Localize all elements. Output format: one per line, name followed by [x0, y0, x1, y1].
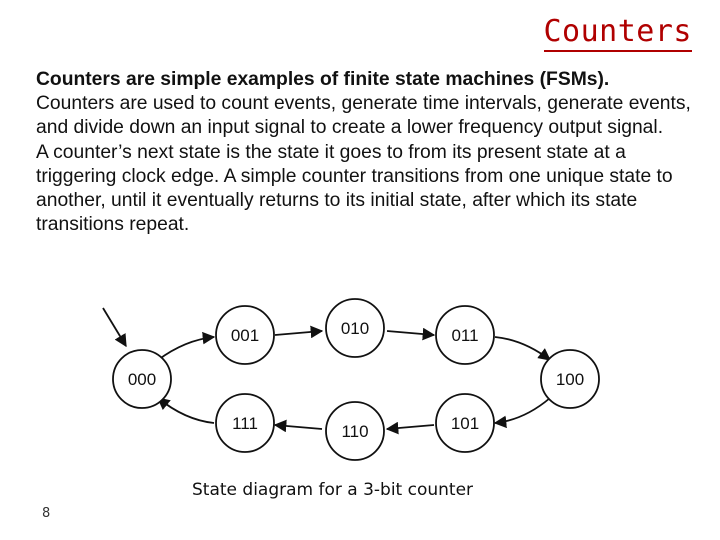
svg-text:111: 111	[232, 414, 258, 433]
transition-010-011	[387, 331, 434, 335]
state-101	[436, 394, 494, 452]
paragraph-uses: Counters are used to count events, generate time intervals, generate events, and divide down an input signal to create a lower frequency output signal.	[36, 93, 691, 139]
state-011	[436, 306, 494, 364]
state-111	[216, 394, 274, 452]
transition-100-101	[495, 398, 550, 423]
svg-text:010: 010	[340, 319, 370, 338]
transition-001-010	[275, 331, 322, 335]
slide-title: Counters	[544, 14, 693, 52]
transition-110-111	[275, 425, 322, 429]
state-010	[326, 299, 384, 357]
transition-000-001	[158, 337, 214, 360]
svg-text:101: 101	[450, 414, 480, 433]
transition-111-000	[158, 398, 214, 423]
state-110	[326, 402, 384, 460]
transition-011-100	[495, 337, 550, 360]
transition-101-110	[387, 425, 434, 429]
svg-text:110: 110	[341, 422, 369, 441]
paragraph-intro: Counters are simple examples of finite state machines (FSMs).	[36, 69, 610, 90]
slide-number: 8	[42, 506, 51, 521]
paragraph-next-state: A counter’s next state is the state it goes to from its present state at a triggering clock edge. A simple counter transitions from one unique state to another, until it eventually returns to its initial state, after which its state transitions repeat.	[36, 141, 673, 236]
svg-text:011: 011	[451, 326, 479, 345]
state-000	[113, 350, 171, 408]
entry-arrow	[103, 308, 126, 346]
svg-text:000: 000	[127, 370, 157, 389]
state-001	[216, 306, 274, 364]
svg-text:100: 100	[555, 370, 585, 389]
state-100	[541, 350, 599, 408]
svg-text:001: 001	[230, 326, 260, 345]
diagram-caption: State diagram for a 3-bit counter	[192, 480, 474, 500]
